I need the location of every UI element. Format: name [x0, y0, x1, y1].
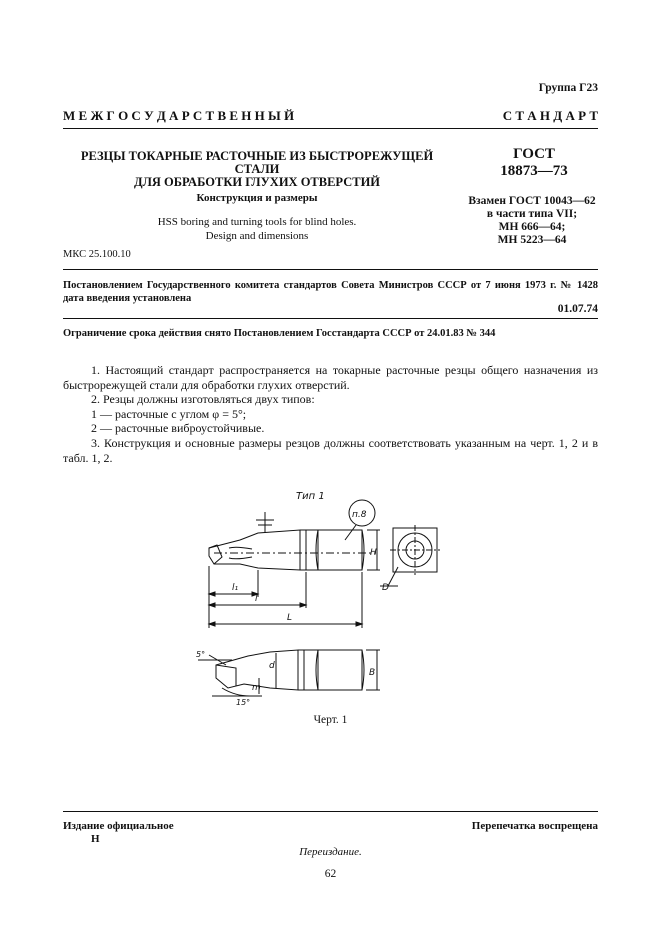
tool-side-view [216, 650, 364, 690]
replaces-line: МН 5223—64 [497, 234, 567, 246]
decree-text: Постановлением Государственного комитета стандартов Совета Министров СССР от 7 июня 1973 г. № 1428 дата введения установлена [63, 280, 598, 304]
document-subtitle: Конструкция и размеры [196, 192, 318, 204]
paragraph: 2 — расточные виброустойчивые. [91, 421, 265, 436]
english-line: HSS boring and turning tools for blind holes. [157, 216, 357, 228]
dim-b-label: B [369, 668, 376, 678]
gost-label: ГОСТ [513, 146, 555, 162]
dim-h-label: H [370, 548, 377, 558]
dim-l-label: l [255, 594, 258, 604]
note-label: п.8 [352, 510, 367, 520]
paragraph: 1 — расточные с углом φ = 5°; [91, 406, 247, 421]
paragraph: 2. Резцы должны изготовляться двух типов: [91, 392, 315, 407]
type-label: Тип 1 [296, 491, 325, 502]
edition-line: Издание официальное [63, 820, 174, 832]
title-line: ДЛЯ ОБРАБОТКИ ГЛУХИХ ОТВЕРСТИЙ [133, 175, 381, 189]
english-line: Design and dimensions [205, 230, 309, 242]
introduction-date: 01.07.74 [557, 303, 598, 315]
angle-bottom-label: 15° [236, 698, 251, 707]
gost-number: 18873—73 [500, 163, 568, 179]
dim-big-l-label: L [287, 613, 293, 623]
paragraph: 1. Настоящий стандарт распространяется на токарные расточные резцы общего назначения из быстрорежущей стали для обработки глухих отверстий. [63, 363, 598, 392]
dim-m-label: m [252, 683, 261, 693]
reprint-notice: Перепечатка воспрещена [471, 820, 598, 832]
replaces-line: МН 666—64; [498, 221, 566, 233]
figure-caption: Черт. 1 [313, 714, 348, 726]
paragraph: 3. Конструкция и основные размеры резцов должны соответствовать указанным на черт. 1, 2 и в табл. 1, 2. [63, 435, 598, 465]
angle-top-label: 5° [196, 650, 206, 659]
footer-rule [63, 811, 598, 812]
tool-end-view [380, 525, 440, 586]
dim-l1-label: l₁ [232, 583, 239, 593]
replaces-line: в части типа VII; [486, 208, 578, 220]
replaces-line: Взамен ГОСТ 10043—62 [468, 195, 596, 207]
limitation-note: Ограничение срока действия снято Постановлением Госстандарта СССР от 24.01.83 № 344 [63, 328, 496, 339]
standard-word: С Т А Н Д А Р Т [502, 108, 598, 123]
edition-note [63, 820, 174, 846]
reissue-note: Переиздание. [299, 846, 362, 858]
edition-letter: Н [91, 833, 100, 845]
dim-d-end-label: D [382, 583, 389, 593]
page-number: 62 [324, 868, 337, 880]
dim-small-d-label: d [269, 661, 275, 671]
group-code: Группа Г23 [538, 82, 598, 94]
mks-code: МКС 25.100.10 [63, 249, 131, 260]
title-line: РЕЗЦЫ ТОКАРНЫЕ РАСТОЧНЫЕ ИЗ БЫСТРОРЕЖУЩЕЙ СТАЛИ [80, 149, 434, 176]
interstate-word: М Е Ж Г О С У Д А Р С Т В Е Н Н Ы Й [63, 108, 295, 123]
